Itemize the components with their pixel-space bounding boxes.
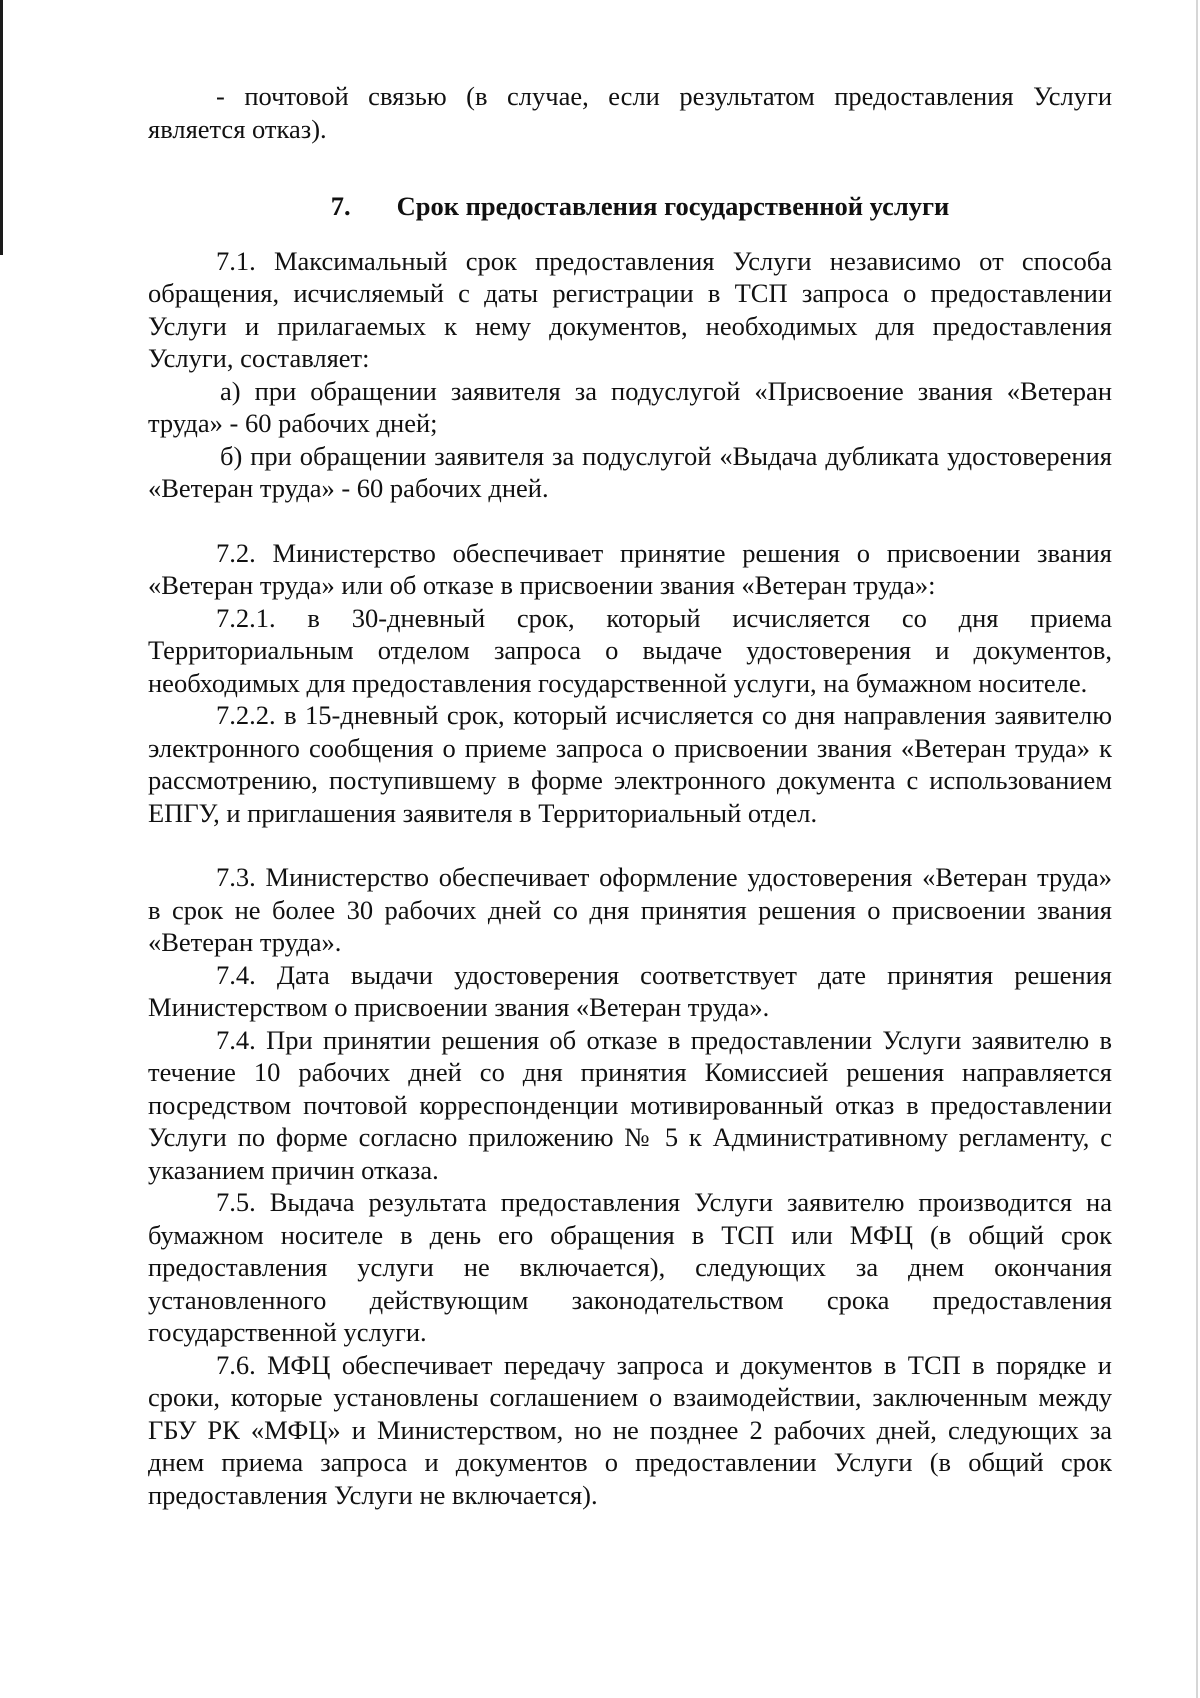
paragraph-7-4-date: 7.4. Дата выдачи удостоверения соответствует дате принятия решения Министерством о присвоении звания «Ветеран труда». — [148, 959, 1112, 1022]
paragraph-gap — [148, 505, 1112, 537]
paragraph-7-1-b: б) при обращении заявителя за подуслугой «Выдача дубликата удостоверения «Ветеран труда» - 60 рабочих дней. — [148, 440, 1112, 503]
paragraph-7-5: 7.5. Выдача результата предоставления Услуги заявителю производится на бумажном носителе в день его обращения в ТСП или МФЦ (в общий срок предоставления услуги не включается), следующих за днем окончания установленного действующим законодательством срока предоставления государственной услуги. — [148, 1187, 1112, 1347]
scan-edge-right — [1196, 0, 1198, 1698]
section-title: Срок предоставления государственной услуги — [396, 191, 950, 221]
section-heading — [148, 190, 1112, 223]
paragraph-7-1-a: а) при обращении заявителя за подуслугой «Присвоение звания «Ветеран труда» - 60 рабочих дней; — [148, 375, 1112, 438]
paragraph-7-1: 7.1. Максимальный срок предоставления Услуги независимо от способа обращения, исчисляемый с даты регистрации в ТСП запроса о предоставлении Услуги и прилагаемых к нему документов, необходимых для предоставления Услуги, составляет: — [148, 245, 1112, 373]
section-number: 7. — [330, 191, 351, 221]
paragraph-7-2-2: 7.2.2. в 15-дневный срок, который исчисляется со дня направления заявителю электронного сообщения о приеме запроса о присвоении звания «Ветеран труда» к рассмотрению, поступившему в форме электронного документа с использованием ЕПГУ, и приглашения заявителя в Территориальный отдел. — [148, 700, 1112, 828]
document-page — [148, 80, 1112, 1511]
intro-paragraph: - почтовой связью (в случае, если результатом предоставления Услуги является отказ). — [148, 81, 1112, 144]
paragraph-7-3: 7.3. Министерство обеспечивает оформление удостоверения «Ветеран труда» в срок не более 30 рабочих дней со дня принятия решения о присвоении звания «Ветеран труда». — [148, 862, 1112, 957]
paragraph-7-4-refusal: 7.4. При принятии решения об отказе в предоставлении Услуги заявителю в течение 10 рабочих дней со дня принятия Комиссией решения направляется посредством почтовой корреспонденции мотивированный отказ в предоставлении Услуги по форме согласно приложению № 5 к Административному регламенту, с указанием причин отказа. — [148, 1024, 1112, 1185]
paragraph-gap — [148, 829, 1112, 861]
paragraph-7-2-1: 7.2.1. в 30-дневный срок, который исчисляется со дня приема Территориальным отделом запроса о выдаче удостоверения и документов, необходимых для предоставления государственной услуги, на бумажном носителе. — [148, 602, 1112, 698]
paragraph-7-6: 7.6. МФЦ обеспечивает передачу запроса и документов в ТСП в порядке и сроки, которые установлены соглашением о взаимодействии, заключенным между ГБУ РК «МФЦ» и Министерством, но не позднее 2 рабочих дней, следующих за днем приема запроса и документов о предоставлении Услуги (в общий срок предоставления Услуги не включается). — [148, 1349, 1112, 1510]
scan-edge-left — [0, 0, 3, 255]
paragraph-7-2: 7.2. Министерство обеспечивает принятие решения о присвоении звания «Ветеран труда» или об отказе в присвоении звания «Ветеран труда»: — [148, 537, 1112, 600]
